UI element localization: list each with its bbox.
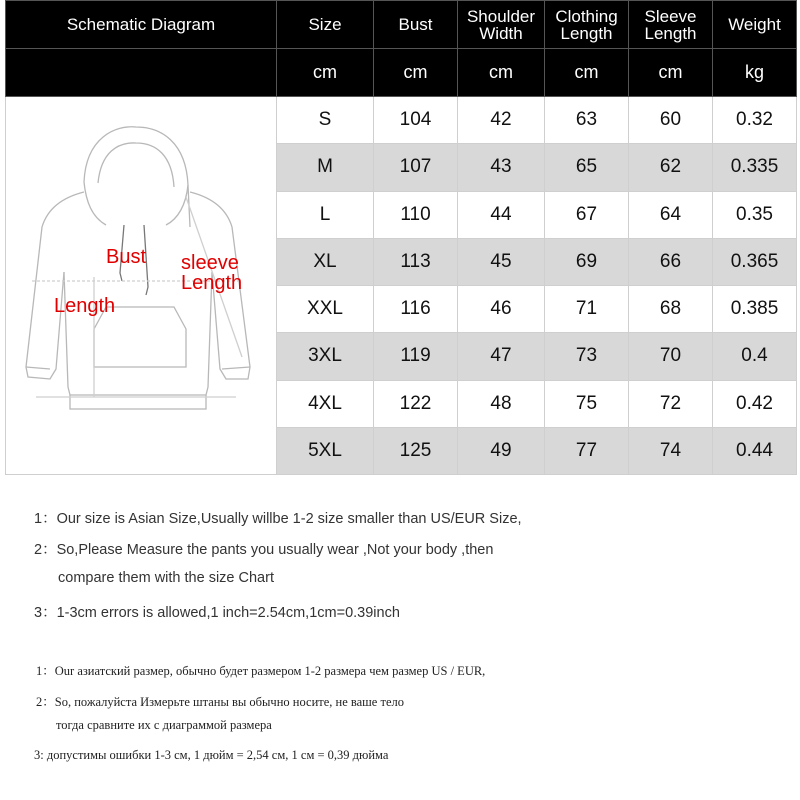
header-row [6, 1, 797, 49]
header-shoulder-width: Shoulder Width [458, 1, 545, 49]
unit-sleeve: cm [629, 49, 713, 97]
cell-shoulder: 48 [458, 380, 545, 427]
cell-length: 75 [545, 380, 629, 427]
table-row [6, 97, 797, 144]
header-weight: Weight [713, 1, 797, 49]
note-ru-2-continued: тогда сравните их с диаграммой размера [56, 718, 272, 732]
note-en-2-continued: compare them with the size Chart [58, 570, 274, 586]
cell-weight: 0.35 [713, 191, 797, 238]
cell-shoulder: 44 [458, 191, 545, 238]
cell-sleeve: 70 [629, 333, 713, 380]
note-en-3: 3：1-3cm errors is allowed,1 inch=2.54cm,1cm=0.39inch [34, 605, 400, 621]
cell-bust: 122 [374, 380, 458, 427]
cell-bust: 110 [374, 191, 458, 238]
cell-sleeve: 60 [629, 97, 713, 144]
cell-bust: 113 [374, 238, 458, 285]
cell-bust: 107 [374, 144, 458, 191]
cell-shoulder: 45 [458, 238, 545, 285]
cell-bust: 125 [374, 427, 458, 474]
cell-weight: 0.365 [713, 238, 797, 285]
cell-shoulder: 49 [458, 427, 545, 474]
size-chart-table [5, 0, 797, 475]
sleeve-length-label: Length [181, 272, 243, 294]
cell-length: 65 [545, 144, 629, 191]
cell-size: 5XL [277, 427, 374, 474]
cell-length: 77 [545, 427, 629, 474]
header-size: Size [277, 1, 374, 49]
cell-shoulder: 47 [458, 333, 545, 380]
cell-size: 3XL [277, 333, 374, 380]
cell-sleeve: 74 [629, 427, 713, 474]
units-row [6, 49, 797, 97]
cell-bust: 104 [374, 97, 458, 144]
cell-bust: 119 [374, 333, 458, 380]
cell-weight: 0.44 [713, 427, 797, 474]
cell-weight: 0.4 [713, 333, 797, 380]
cell-size: M [277, 144, 374, 191]
unit-length: cm [545, 49, 629, 97]
cell-length: 67 [545, 191, 629, 238]
cell-size: L [277, 191, 374, 238]
cell-bust: 116 [374, 286, 458, 333]
length-label: Length [54, 295, 116, 317]
unit-weight: kg [713, 49, 797, 97]
cell-length: 69 [545, 238, 629, 285]
header-clothing-length: Clothing Length [545, 1, 629, 49]
cell-weight: 0.32 [713, 97, 797, 144]
cell-sleeve: 66 [629, 238, 713, 285]
cell-sleeve: 62 [629, 144, 713, 191]
cell-size: XL [277, 238, 374, 285]
cell-length: 71 [545, 286, 629, 333]
cell-weight: 0.385 [713, 286, 797, 333]
cell-weight: 0.335 [713, 144, 797, 191]
units-empty-cell [6, 49, 277, 97]
header-bust: Bust [374, 1, 458, 49]
cell-shoulder: 46 [458, 286, 545, 333]
unit-shoulder: cm [458, 49, 545, 97]
schematic-diagram [6, 97, 277, 475]
note-ru-3: 3: допустимы ошибки 1-3 см, 1 дюйм = 2,54 см, 1 см = 0,39 дюйма [34, 748, 389, 762]
note-en-2: 2：So,Please Measure the pants you usually wear ,Not your body ,then [34, 542, 494, 558]
header-schematic-diagram: Schematic Diagram [6, 1, 277, 49]
note-ru-1: 1：Our азиатский размер, обычно будет размером 1-2 размера чем размер US / EUR, [36, 664, 486, 678]
cell-size: 4XL [277, 380, 374, 427]
cell-shoulder: 42 [458, 97, 545, 144]
hoodie-diagram [6, 97, 276, 474]
cell-length: 73 [545, 333, 629, 380]
cell-length: 63 [545, 97, 629, 144]
sleeve-label: sleeve [181, 252, 239, 274]
cell-sleeve: 64 [629, 191, 713, 238]
cell-shoulder: 43 [458, 144, 545, 191]
cell-weight: 0.42 [713, 380, 797, 427]
cell-size: S [277, 97, 374, 144]
header-sleeve-length: Sleeve Length [629, 1, 713, 49]
note-en-1: 1：Our size is Asian Size,Usually willbe 1-2 size smaller than US/EUR Size, [34, 511, 522, 527]
unit-bust: cm [374, 49, 458, 97]
cell-sleeve: 68 [629, 286, 713, 333]
cell-sleeve: 72 [629, 380, 713, 427]
note-ru-2: 2：So, пожалуйста Измерьте штаны вы обычно носите, не ваше тело [36, 695, 404, 709]
bust-label: Bust [106, 246, 147, 268]
cell-size: XXL [277, 286, 374, 333]
unit-size: cm [277, 49, 374, 97]
